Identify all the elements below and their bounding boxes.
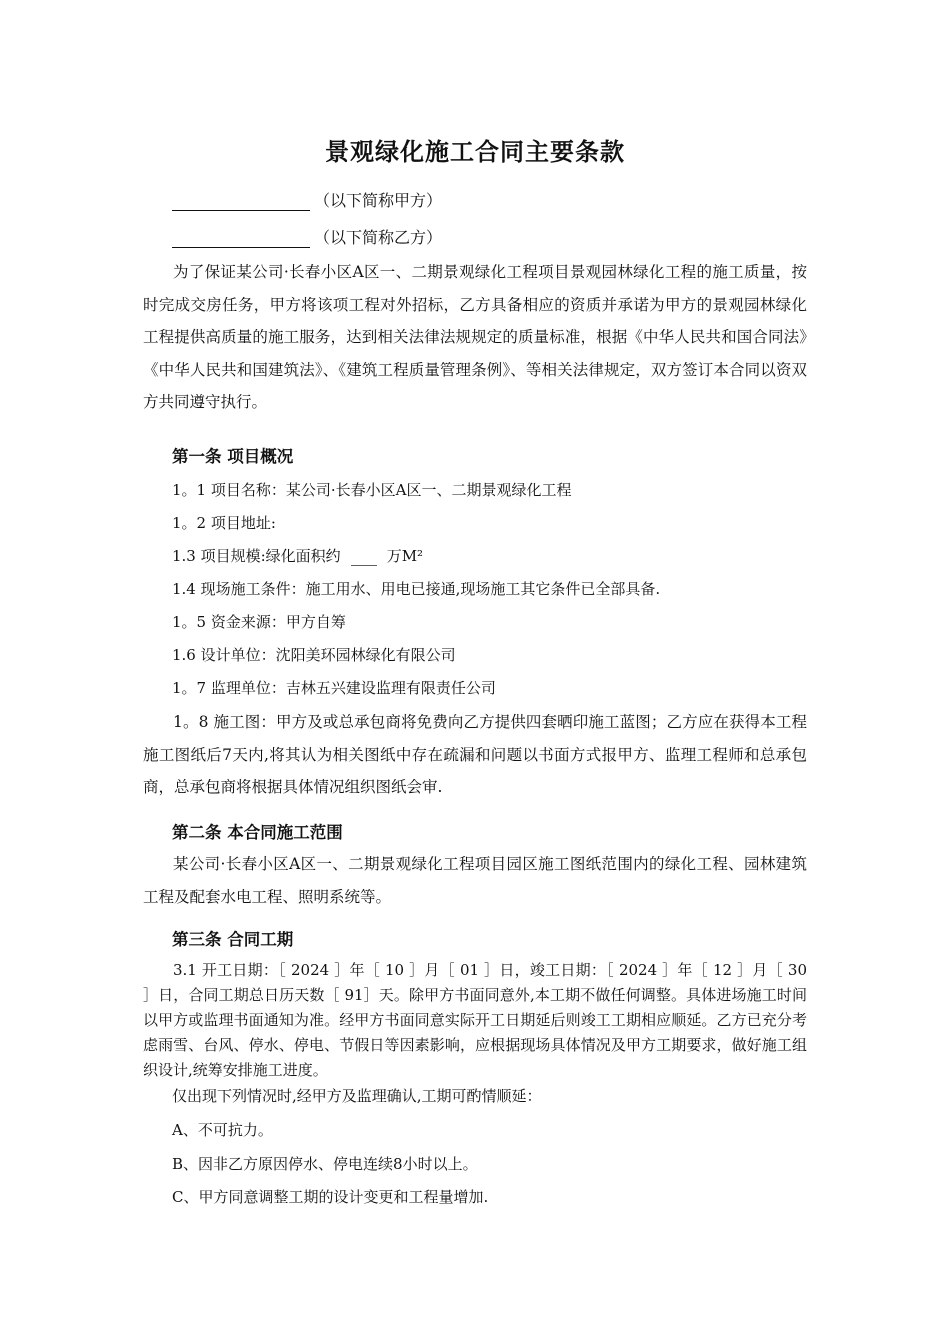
item-1-3: [172, 545, 423, 566]
item-1-2: 1。2 项目地址:: [172, 514, 276, 532]
extension-item-a: A、不可抗力。: [172, 1121, 273, 1139]
party-a-label: （以下简称甲方）: [314, 191, 443, 210]
article-1-heading: 第一条 项目概况: [172, 447, 294, 466]
article-3-heading: 第三条 合同工期: [172, 930, 294, 949]
item-1-8: 1。8 施工图：甲方及或总承包商将免费向乙方提供四套晒印施工蓝图；乙方应在获得本工程施工图纸后7天内,将其认为相关图纸中存在疏漏和问题以书面方式报甲方、监理工程师和总承包商，总承包商将根据具体情况组织图纸会审.: [143, 713, 807, 796]
item-1-4: 1.4 现场施工条件：施工用水、用电已接通,现场施工其它条件已全部具备.: [172, 580, 661, 598]
party-b-label: （以下简称乙方）: [314, 228, 443, 247]
article-2-heading: 第二条 本合同施工范围: [172, 823, 343, 842]
area-blank: [351, 551, 377, 566]
item-1-7: 1。7 监理单位：吉林五兴建设监理有限责任公司: [172, 679, 496, 697]
extension-item-c: C、甲方同意调整工期的设计变更和工程量增加.: [172, 1188, 489, 1206]
item-1-5: 1。5 资金来源：甲方自筹: [172, 613, 346, 631]
intro-paragraph: 为了保证某公司·长春小区A区一、二期景观绿化工程项目景观园林绿化工程的施工质量，按时完成交房任务，甲方将该项工程对外招标，乙方具备相应的资质并承诺为甲方的景观园林绿化工程提供高质量的施工服务，达到相关法律法规规定的质量标准，根据《中华人民共和国合同法》《中华人民共和国建筑法》、《建筑工程质量管理条例》、等相关法律规定，双方签订本合同以资双方共同遵守执行。: [143, 263, 807, 411]
party-a-blank: [172, 192, 310, 211]
item-1-1: 1。1 项目名称：某公司·长春小区A区一、二期景观绿化工程: [172, 481, 572, 499]
document-title: 景观绿化施工合同主要条款: [325, 138, 625, 166]
article-2-text: 某公司·长春小区A区一、二期景观绿化工程项目园区施工图纸范围内的绿化工程、园林建筑工程及配套水电工程、照明系统等。: [143, 855, 807, 906]
item-1-3-suffix: 万M²: [386, 547, 424, 565]
item-1-6: 1.6 设计单位：沈阳美环园林绿化有限公司: [172, 646, 456, 664]
extension-intro: 仅出现下列情况时,经甲方及监理确认,工期可酌情顺延：: [172, 1087, 542, 1105]
item-1-3-prefix: 1.3 项目规模:绿化面积约: [172, 547, 341, 565]
party-b-blank: [172, 229, 310, 248]
party-a-line: [172, 188, 442, 211]
party-b-line: [172, 225, 442, 248]
extension-item-b: B、因非乙方原因停水、停电连续8小时以上。: [172, 1155, 478, 1173]
item-3-1: 3.1 开工日期：［ 2024 ］年［ 10 ］月［ 01 ］日，竣工日期：［ 2024 ］年［ 12 ］月［ 30 ］日，合同工期总日历天数［ 91］天。除甲方书面同意外,本工期不做任何调整。具体进场施工时间以甲方或监理书面通知为准。经甲方书面同意实际开工日期延后则竣工工期相应顺延。乙方已充分考虑雨雪、台风、停水、停电、节假日等因素影响，应根据现场具体情况及甲方工期要求，做好施工组织设计,统筹安排施工进度。: [143, 961, 807, 1079]
